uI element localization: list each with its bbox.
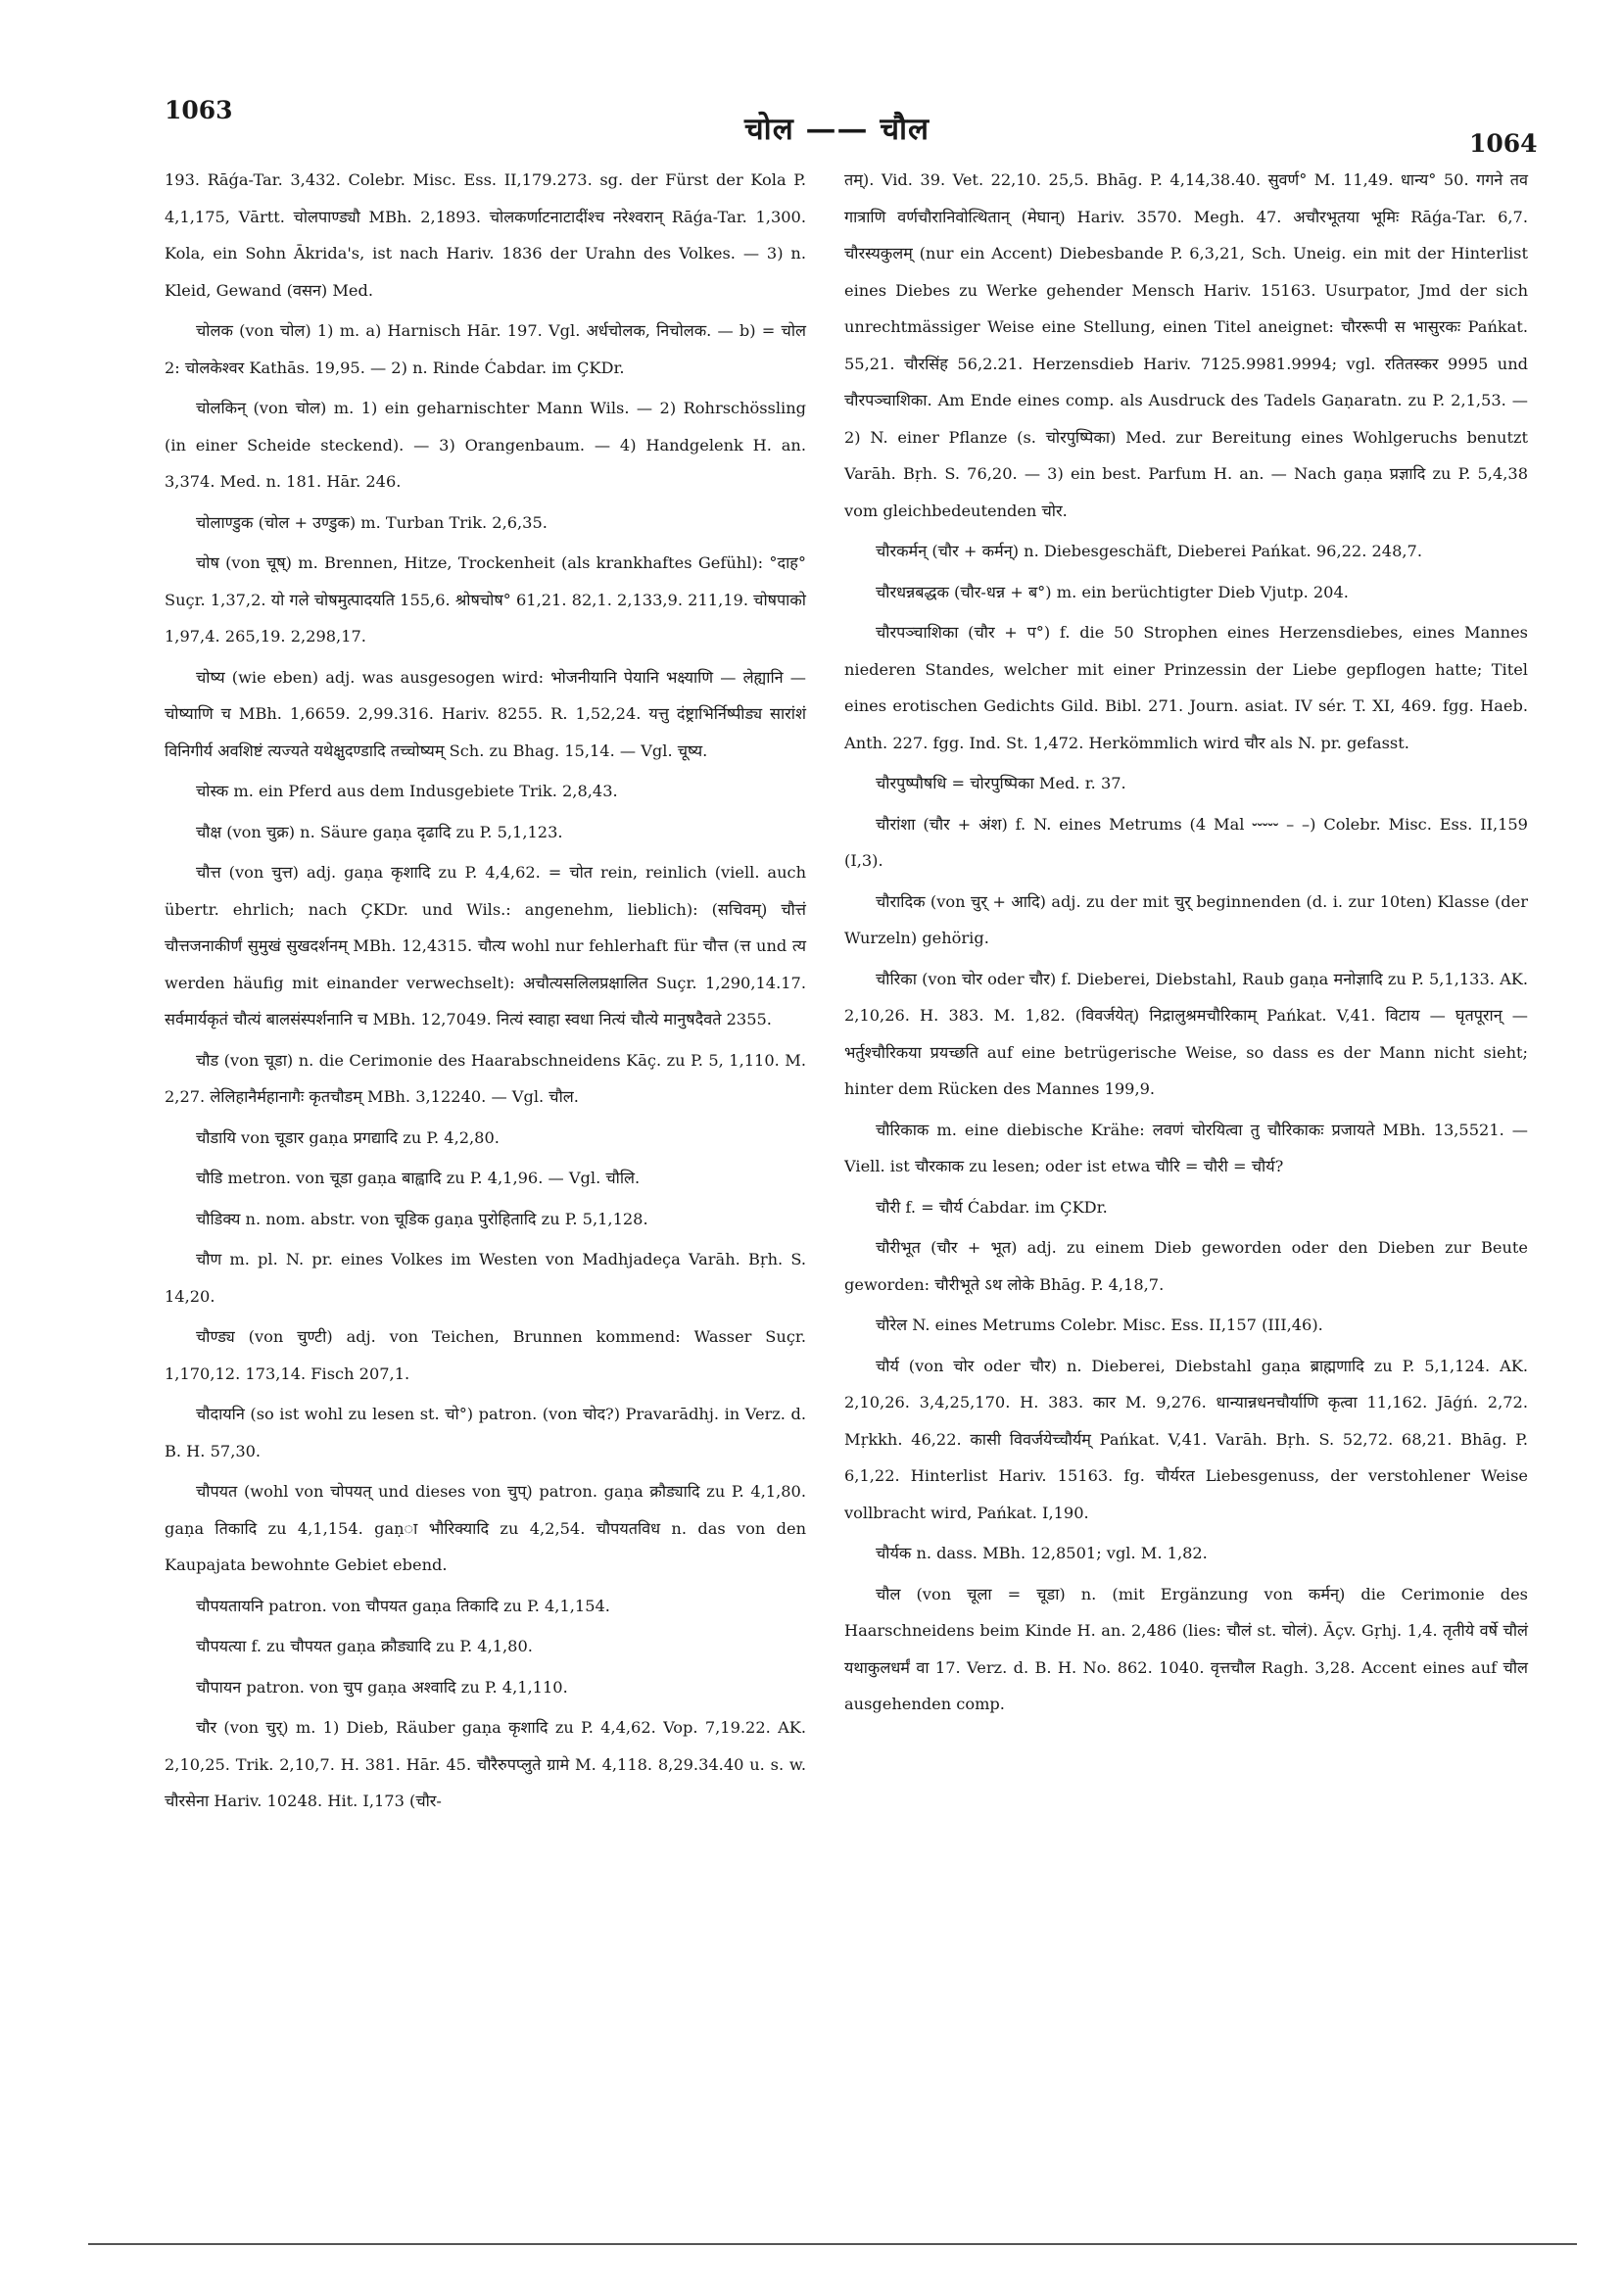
left-column [165,162,806,1824]
dictionary-entry: चौरकर्मन् (चौर + कर्मन्) n. Diebesgeschäft, Dieberei Pańkat. 96,22. 248,7. [876,542,1422,560]
page-number-left: 1063 [165,96,233,124]
dictionary-entry: चौपयतायनि patron. von चौपयत gaṇa तिकादि zu P. 4,1,154. [196,1596,610,1615]
dictionary-entry: चौदायनि (so ist wohl zu lesen st. चो°) patron. (von चोद?) Pravarādhj. in Verz. d. B. H. 57,30. [165,1405,806,1460]
dictionary-entry: चौण m. pl. N. pr. eines Volkes im Westen von Madhjadeça Varāh. Bṛh. S. 14,20. [165,1250,806,1306]
dictionary-entry: चौरिकाक m. eine diebische Krähe: लवणं चोरयित्वा तु चौरिकाकः प्रजायते MBh. 13,5521. — Viell. ist चौरकाक zu lesen; oder ist etwa चौरि = चौरी = चौर्य? [844,1120,1528,1175]
dictionary-entry: चौड (von चूडा) n. die Cerimonie des Haarabschneidens Kāç. zu P. 5, 1,110. M. 2,27. लेलिहानैर्महानागैः कृतचौडम् MBh. 3,12240. — Vgl. चौल. [165,1050,806,1106]
dictionary-entry: चौरधन्नबद्धक (चौर-धन्न + ब°) m. ein berüchtigter Dieb Vjutp. 204. [876,582,1349,601]
dictionary-entry: चौपयत्या f. zu चौपयत gaṇa क्रौड्यादि zu P. 4,1,80. [196,1637,533,1655]
dictionary-entry: चौण्ड्य (von चुण्टी) adj. von Teichen, Brunnen kommend: Wasser Suçr. 1,170,12. 173,14. Fisch 207,1. [165,1327,806,1383]
dictionary-entry: चोष (von चूष्) m. Brennen, Hitze, Trockenheit (als krankhaftes Gefühl): °दाह° Suçr. 1,37,2. यो गले चोषमुत्पादयति 155,6. श्रोषचोष° 61,21. 82,1. 2,133,9. 211,19. चोषपाको 1,97,4. 265,19. 2,298,17. [165,553,806,646]
dictionary-entry: चौरादिक (von चुर् + आदि) adj. zu der mit चुर् beginnenden (d. i. zur 10ten) Klasse (der Wurzeln) gehörig. [844,891,1528,947]
dictionary-entry: तम्). Vid. 39. Vet. 22,10. 25,5. Bhāg. P. 4,14,38.40. सुवर्ण° M. 11,49. धान्य° 50. गगने तव गात्राणि वर्णचौरानिवोत्थितान् (मेघान्) Hariv. 3570. Megh. 47. अचौरभूतया भूमिः Rāǵa-Tar. 6,7. चौरस्यकुलम् (nur ein Accent) Diebesbande P. 6,3,21, Sch. Uneig. ein mit der Hinterlist eines Diebes zu Werke gehender Mensch Hariv. 15163. Usurpator, Jmd der sich unrechtmässiger Weise eine Stellung, einen Titel aneignet: चौररूपी स भासुरकः Pańkat. 55,21. चौरसिंह 56,2.21. Herzensdieb Hariv. 7125.9981.9994; vgl. रतितस्कर 9995 und चौरपञ्चाशिका. Am Ende eines comp. als Ausdruck des Tadels Gaṇaratn. zu P. 2,1,53. — 2) N. einer Pflanze (s. चोरपुष्पिका) Med. zur Bereitung eines Wohlgeruchs benutzt Varāh. Bṛh. S. 76,20. — 3) ein best. Parfum H. an. — Nach gaṇa प्रज्ञादि zu P. 5,4,38 vom gleichbedeutenden चोर. [844,170,1528,520]
running-head: चोल —— चौल [744,112,930,147]
dictionary-entry: चौडिक्य n. nom. abstr. von चूडिक gaṇa पुरोहितादि zu P. 5,1,128. [196,1209,648,1228]
dictionary-entry: चोष्य (wie eben) adj. was ausgesogen wird: भोजनीयानि पेयानि भक्ष्याणि — लेह्यानि — चोष्याणि च MBh. 1,6659. 2,99.316. Hariv. 8255. R. 1,52,24. यत्तु दंष्ट्राभिर्निष्पीड्य सारांशं विनिगीर्य अवशिष्टं त्यज्यते यथेक्षुदण्डादि तच्चोष्यम् Sch. zu Bhag. 15,14. — Vgl. चूष्य. [165,667,806,760]
dictionary-entry: चौरिका (von चोर oder चौर) f. Dieberei, Diebstahl, Raub gaṇa मनोज्ञादि zu P. 5,1,133. AK. 2,10,26. H. 383. M. 1,82. (विवर्जयेत्) निद्रालुश्रमचौरिकाम् Pańkat. V,41. विटाय — घृतपूरान् — भर्तुश्चौरिकया प्रयच्छति auf eine betrügerische Weise, so dass es der Mann nicht sieht; hinter dem Rücken des Mannes 199,9. [844,969,1528,1098]
dictionary-entry: चौडि metron. von चूडा gaṇa बाह्वादि zu P. 4,1,96. — Vgl. चौलि. [196,1169,641,1187]
dictionary-entry: चोलाण्डुक (चोल + उण्डुक) m. Turban Trik. 2,6,35. [196,512,548,532]
dictionary-entry: चौरी f. = चौर्य Ćabdar. im ÇKDr. [876,1197,1108,1217]
dictionary-entry: चौक्ष (von चुक्र) n. Säure gaṇa दृढादि zu P. 5,1,123. [196,822,563,841]
dictionary-entry: चौपयत (wohl von चोपयत् und dieses von चुप्) patron. gaṇa क्रौड्यादि zu P. 4,1,80. gaṇa तिकादि zu 4,1,154. gaṇा भौरिक्यादि zu 4,2,54. चौपयतविध n. das von den Kaupajata bewohnte Gebiet ebend. [165,1482,806,1574]
dictionary-entry: चौर्यक n. dass. MBh. 12,8501; vgl. M. 1,82. [876,1544,1208,1562]
dictionary-entry: चौरपुष्पौषधि = चोरपुष्पिका Med. r. 37. [876,774,1126,792]
dictionary-entry: चौल (von चूला = चूडा) n. (mit Ergänzung von कर्मन्) die Cerimonie des Haarschneidens beim Kinde H. an. 2,486 (lies: चौलं st. चोलं). Āçv. Gṛhj. 1,4. तृतीये वर्षे चौलं यथाकुलधर्मं वा 17. Verz. d. B. H. No. 862. 1040. वृत्तचौल Ragh. 3,28. Accent eines auf चौल ausgehenden comp. [844,1584,1528,1713]
dictionary-entry: चौरपञ्चाशिका (चौर + प°) f. die 50 Strophen eines Herzensdiebes, eines Mannes niederen Standes, welcher mit einer Prinzessin der Liebe gepflogen hatte; Titel eines erotischen Gedichts Gild. Bibl. 271. Journ. asiat. IV sér. T. XI, 469. fgg. Haeb. Anth. 227. fgg. Ind. St. 1,472. Herkömmlich wird चौर als N. pr. gefasst. [844,623,1528,752]
dictionary-entry: चौरेल N. eines Metrums Colebr. Misc. Ess. II,157 (III,46). [876,1315,1323,1334]
dictionary-entry: चौरांशा (चौर + अंश) f. N. eines Metrums (4 Mal ⏑⏑⏑⏑⏑ – –) Colebr. Misc. Ess. II,159 (I,3). [844,814,1528,870]
right-column [844,162,1528,1727]
page-number-right: 1064 [1469,129,1538,158]
dictionary-entry: चौडायि von चूडार gaṇa प्रगद्यादि zu P. 4,2,80. [196,1127,500,1147]
dictionary-entry: चौर्य (von चोर oder चौर) n. Dieberei, Diebstahl gaṇa ब्राह्मणादि zu P. 5,1,124. AK. 2,10,26. 3,4,25,170. H. 383. कार M. 9,276. धान्यान्नधनचौर्याणि कृत्वा 11,162. Jāǵń. 2,72. Mṛkkh. 46,22. कासी विवर्जयेच्चौर्यम् Pańkat. V,41. Varāh. Bṛh. S. 52,72. 68,21. Bhāg. P. 6,1,22. Hinterlist Hariv. 15163. fg. चौर्यरत Liebesgenuss, der verstohlener Weise vollbracht wird, Pańkat. I,190. [844,1356,1528,1522]
dictionary-entry: चोलक (von चोल) 1) m. a) Harnisch Hār. 197. Vgl. अर्धचोलक, निचोलक. — b) = चोल 2: चोलकेश्वर Kathās. 19,95. — 2) n. Rinde Ćabdar. im ÇKDr. [165,321,806,377]
dictionary-entry: चौर (von चुर्) m. 1) Dieb, Räuber gaṇa कृशादि zu P. 4,4,62. Vop. 7,19.22. AK. 2,10,25. Trik. 2,10,7. H. 381. Hār. 45. चौरैरुपप्लुते ग्रामे M. 4,118. 8,29.34.40 u. s. w. चौरसेना Hariv. 10248. Hit. I,173 (चौर- [165,1718,806,1810]
dictionary-entry: 193. Rāǵa-Tar. 3,432. Colebr. Misc. Ess. II,179.273. sg. der Fürst der Kola P. 4,1,175, Vārtt. चोलपाण्ड्यौ MBh. 2,1893. चोलकर्णाटनाटादींश्च नरेश्वरान् Rāǵa-Tar. 1,300. Kola, ein Sohn Ākrida's, ist nach Hariv. 1836 der Urahn des Volkes. — 3) n. Kleid, Gewand (वसन) Med. [165,170,806,300]
dictionary-entry: चोलकिन् (von चोल) m. 1) ein geharnischter Mann Wils. — 2) Rohrschössling (in einer Scheide steckend). — 3) Orangenbaum. — 4) Handgelenk H. an. 3,374. Med. n. 181. Hār. 246. [165,399,806,491]
dictionary-entry: चौत्त (von चुत्त) adj. gaṇa कृशादि zu P. 4,4,62. = चोत rein, reinlich (viell. auch übertr. ehrlich; nach ÇKDr. und Wils.: angenehm, lieblich): (सचिवम्) चौत्तं चौत्तजनाकीर्णं सुमुखं सुखदर्शनम् MBh. 12,4315. चौत्य wohl nur fehlerhaft für चौत्त (त्त und त्य werden häufig mit einander verwechselt): अचौत्यसलिलप्रक्षालित Suçr. 1,290,14.17. सर्वमार्यकृतं चौत्यं बालसंस्पर्शनानि च MBh. 12,7049. नित्यं स्वाहा स्वधा नित्यं चौत्ये मानुषदैवते 2355. [165,863,806,1028]
dictionary-entry: चौपायन patron. von चुप gaṇa अश्वादि zu P. 4,1,110. [196,1677,568,1697]
dictionary-entry: चौरीभूत (चौर + भूत) adj. zu einem Dieb geworden oder den Dieben zur Beute geworden: चौरीभूते ऽथ लोके Bhāg. P. 4,18,7. [844,1238,1528,1294]
dictionary-entry: चोस्क m. ein Pferd aus dem Indusgebiete Trik. 2,8,43. [196,782,618,800]
footer-rule [88,2243,1577,2245]
